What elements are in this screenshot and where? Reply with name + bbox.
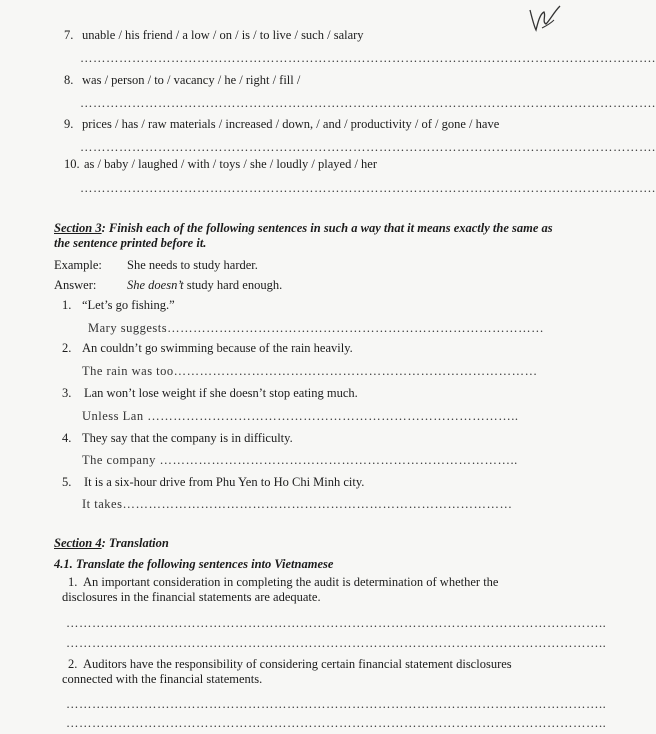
section-label: Section 4 bbox=[54, 536, 102, 550]
item-number: 5. bbox=[62, 475, 72, 489]
answer-line[interactable]: ……………………………………………………………………………………………………………………. bbox=[80, 181, 656, 195]
section-title: : Translation bbox=[101, 536, 169, 550]
signature-mark bbox=[524, 4, 564, 34]
item-number: 3. bbox=[62, 386, 72, 400]
item-sentence: An couldn’t go swimming because of the rain heavily. bbox=[82, 341, 353, 355]
item-text: was / person / to / vacancy / he / right / fill / bbox=[82, 73, 301, 87]
rewrite-line[interactable]: Unless Lan ………………………………………………………………………….. bbox=[82, 409, 519, 423]
item-sentence: It is a six-hour drive from Phu Yen to Ho Chi Minh city. bbox=[84, 475, 365, 489]
translation-line[interactable]: …………………………………………………………………………………………………………….. bbox=[66, 636, 607, 650]
rewrite-line[interactable]: The rain was too………………………………………………………………………… bbox=[82, 364, 538, 378]
section-4-heading bbox=[54, 536, 169, 551]
section-label: Section 3 bbox=[54, 221, 102, 235]
answer-label: Answer: bbox=[54, 278, 97, 292]
item-text: An important consideration in completing the audit is determination of whether the disclosures in the financial statements are adequate. bbox=[62, 575, 499, 604]
section-3-heading bbox=[54, 221, 554, 251]
subsection-heading: 4.1. Translate the following sentences into Vietnamese bbox=[54, 557, 334, 571]
answer-line[interactable]: ……………………………………………………………………………………………………………………. bbox=[80, 51, 656, 65]
item-number: 4. bbox=[62, 431, 72, 445]
translation-line[interactable]: …………………………………………………………………………………………………………….. bbox=[66, 697, 607, 711]
item-text: unable / his friend / a low / on / is / to live / such / salary bbox=[82, 28, 364, 42]
item-number: 7. bbox=[64, 28, 74, 42]
answer-rest: study hard enough. bbox=[183, 278, 283, 292]
item-number: 10. bbox=[64, 157, 80, 171]
answer-line[interactable]: ……………………………………………………………………………………………………………………. bbox=[80, 96, 656, 110]
item-text: Auditors have the responsibility of considering certain financial statement disclosures connected with the financial statements. bbox=[62, 657, 512, 686]
item-number: 2. bbox=[68, 657, 78, 671]
item-number: 2. bbox=[62, 341, 72, 355]
example-label: Example: bbox=[54, 258, 102, 272]
translation-sentence bbox=[62, 657, 552, 687]
translation-line[interactable]: …………………………………………………………………………………………………………….. bbox=[66, 616, 607, 630]
rewrite-line[interactable]: It takes……………………………………………………………………………… bbox=[82, 497, 513, 511]
translation-line[interactable]: …………………………………………………………………………………………………………….. bbox=[66, 716, 607, 730]
item-sentence: They say that the company is in difficulty. bbox=[82, 431, 293, 445]
section-instructions: : Finish each of the following sentences in such a way that it means exactly the same as the sentence printed before it. bbox=[54, 221, 553, 250]
item-number: 1. bbox=[62, 298, 72, 312]
item-sentence: Lan won’t lose weight if she doesn’t stop eating much. bbox=[84, 386, 358, 400]
example-text: She needs to study harder. bbox=[127, 258, 258, 272]
item-number: 8. bbox=[64, 73, 74, 87]
item-sentence: “Let’s go fishing.” bbox=[82, 298, 175, 312]
rewrite-line[interactable]: Mary suggests…………………………………………………………………………… bbox=[88, 321, 545, 335]
item-number: 9. bbox=[64, 117, 74, 131]
item-number: 1. bbox=[68, 575, 78, 589]
item-text: prices / has / raw materials / increased / down, / and / productivity / of / gone / have bbox=[82, 117, 500, 131]
item-text: as / baby / laughed / with / toys / she / loudly / played / her bbox=[84, 157, 378, 171]
answer-line[interactable]: ……………………………………………………………………………………………………………………. bbox=[80, 140, 656, 154]
translation-sentence bbox=[62, 575, 552, 605]
answer-text bbox=[127, 278, 282, 293]
rewrite-line[interactable]: The company ……………………………………………………………………….. bbox=[82, 453, 518, 467]
answer-emphasis: She doesn’t bbox=[127, 278, 184, 292]
